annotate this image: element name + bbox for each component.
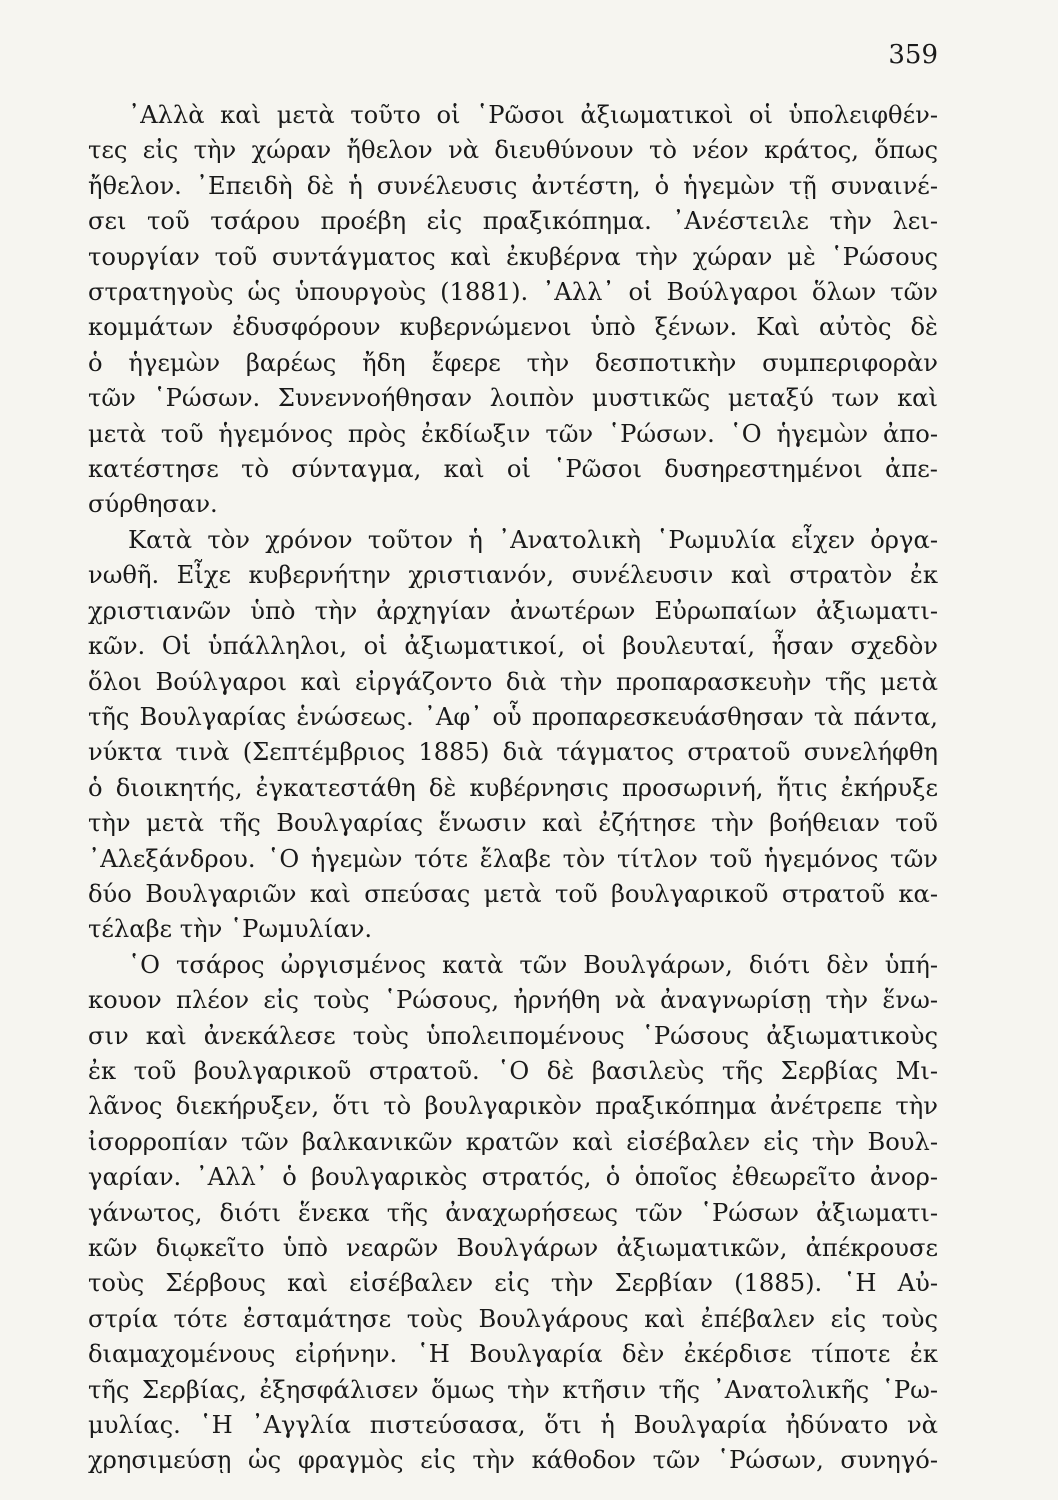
text-line: τέλαβε τὴν ῾Ρωμυλίαν. — [88, 915, 373, 944]
paragraph-2 — [88, 523, 938, 948]
text-line: μυλίας. ῾Η ᾿Αγγλία πιστεύσασα, ὅτι ἡ Βουλγαρία ἠδύνατο νὰ — [88, 1411, 938, 1440]
text-line: γαρίαν. ᾿Αλλ᾿ ὁ βουλγαρικὸς στρατός, ὁ ὁποῖος ἐθεωρεῖτο ἀνορ- — [88, 1163, 938, 1192]
text-line: στρία τότε ἐσταμάτησε τοὺς Βουλγάρους καὶ ἐπέβαλεν εἰς τοὺς — [88, 1304, 938, 1333]
text-line: νύκτα τινὰ (Σεπτέμβριος 1885) διὰ τάγματος στρατοῦ συνελήφθη — [88, 738, 938, 767]
text-line: ὁ ἡγεμὼν βαρέως ἤδη ἔφερε τὴν δεσποτικὴν συμπεριφορὰν — [88, 348, 938, 377]
text-line: ᾿Αλεξάνδρου. ῾Ο ἡγεμὼν τότε ἔλαβε τὸν τίτλον τοῦ ἡγεμόνος τῶν — [88, 844, 938, 873]
text-line: δύο Βουλγαριῶν καὶ σπεύσας μετὰ τοῦ βουλγαρικοῦ στρατοῦ κα- — [88, 879, 938, 908]
text-line: στρατηγοὺς ὡς ὑπουργοὺς (1881). ᾿Αλλ᾿ οἱ Βούλγαροι ὅλων τῶν — [88, 278, 938, 307]
text-line: κῶν. Οἱ ὑπάλληλοι, οἱ ἀξιωματικοί, οἱ βουλευταί, ἦσαν σχεδὸν — [88, 632, 938, 661]
body-text — [88, 98, 938, 1479]
paragraph-3 — [88, 948, 938, 1479]
text-line: κατέστησε τὸ σύνταγμα, καὶ οἱ ῾Ρῶσοι δυσηρεστημένοι ἀπε- — [88, 455, 938, 484]
text-line: ἰσορροπίαν τῶν βαλκανικῶν κρατῶν καὶ εἰσέβαλεν εἰς τὴν Βουλ- — [88, 1127, 938, 1156]
text-line: τοὺς Σέρβους καὶ εἰσέβαλεν εἰς τὴν Σερβίαν (1885). ῾Η Αὐ- — [88, 1269, 938, 1298]
text-line: λᾶνος διεκήρυξεν, ὅτι τὸ βουλγαρικὸν πραξικόπημα ἀνέτρεπε τὴν — [88, 1092, 938, 1121]
text-line: ὅλοι Βούλγαροι καὶ εἰργάζοντο διὰ τὴν προπαρασκευὴν τῆς μετὰ — [88, 667, 938, 696]
text-line: σύρθησαν. — [88, 490, 218, 519]
text-line: γάνωτος, διότι ἕνεκα τῆς ἀναχωρήσεως τῶν ῾Ρώσων ἀξιωματι- — [88, 1198, 938, 1227]
text-line: κῶν διῳκεῖτο ὑπὸ νεαρῶν Βουλγάρων ἀξιωματικῶν, ἀπέκρουσε — [88, 1234, 938, 1262]
text-line: ἐκ τοῦ βουλγαρικοῦ στρατοῦ. ῾Ο δὲ βασιλεὺς τῆς Σερβίας Μι- — [88, 1056, 938, 1085]
paragraph-1 — [88, 98, 938, 523]
text-line: τουργίαν τοῦ συντάγματος καὶ ἐκυβέρνα τὴν χώραν μὲ ῾Ρώσους — [88, 242, 938, 271]
text-line: κομμάτων ἐδυσφόρουν κυβερνώμενοι ὑπὸ ξένων. Καὶ αὐτὸς δὲ — [88, 313, 938, 342]
text-line: νωθῆ. Εἶχε κυβερνήτην χριστιανόν, συνέλευσιν καὶ στρατὸν ἐκ — [88, 561, 938, 590]
text-line: τὴν μετὰ τῆς Βουλγαρίας ἕνωσιν καὶ ἐζήτησε τὴν βοήθειαν τοῦ — [88, 809, 938, 838]
text-line: τες εἰς τὴν χώραν ἤθελον νὰ διευθύνουν τὸ νέον κράτος, ὅπως — [88, 136, 938, 165]
text-line: ἤθελον. ᾿Επειδὴ δὲ ἡ συνέλευσις ἀντέστη, ὁ ἡγεμὼν τῇ συναινέ- — [88, 171, 938, 200]
text-line: ὁ διοικητής, ἐγκατεστάθη δὲ κυβέρνησις προσωρινή, ἥτις ἐκήρυξε — [88, 773, 938, 802]
text-line: τῆς Βουλγαρίας ἑνώσεως. ᾿Αφ᾿ οὗ προπαρεσκευάσθησαν τὰ πάντα, — [88, 702, 938, 731]
text-line: μετὰ τοῦ ἡγεμόνος πρὸς ἐκδίωξιν τῶν ῾Ρώσων. ῾Ο ἡγεμὼν ἀπο- — [88, 419, 938, 448]
text-line: χρησιμεύσῃ ὡς φραγμὸς εἰς τὴν κάθοδον τῶν ῾Ρώσων, συνηγό- — [88, 1446, 938, 1475]
text-line: Κατὰ τὸν χρόνον τοῦτον ἡ ᾿Ανατολικὴ ῾Ρωμυλία εἶχεν ὀργα- — [128, 525, 938, 554]
text-line: σιν καὶ ἀνεκάλεσε τοὺς ὑπολειπομένους ῾Ρώσους ἀξιωματικοὺς — [88, 1021, 938, 1050]
text-line: ῾Ο τσάρος ὠργισμένος κατὰ τῶν Βουλγάρων, διότι δὲν ὑπή- — [128, 950, 938, 979]
text-line: κουον πλέον εἰς τοὺς ῾Ρώσους, ἠρνήθη νὰ ἀναγνωρίσῃ τὴν ἕνω- — [88, 986, 938, 1015]
text-line: χριστιανῶν ὑπὸ τὴν ἀρχηγίαν ἀνωτέρων Εὐρωπαίων ἀξιωματι- — [88, 596, 938, 625]
text-line: διαμαχομένους εἰρήνην. ῾Η Βουλγαρία δὲν ἐκέρδισε τίποτε ἐκ — [88, 1340, 938, 1369]
text-line: τῶν ῾Ρώσων. Συνεννοήθησαν λοιπὸν μυστικῶς μεταξύ των καὶ — [88, 384, 938, 413]
text-line: σει τοῦ τσάρου προέβη εἰς πραξικόπημα. ᾿Ανέστειλε τὴν λει- — [88, 207, 938, 236]
page-number: 359 — [888, 40, 938, 70]
text-line: τῆς Σερβίας, ἐξησφάλισεν ὅμως τὴν κτῆσιν τῆς ᾿Ανατολικῆς ῾Ρω- — [88, 1375, 938, 1404]
text-line: ᾿Αλλὰ καὶ μετὰ τοῦτο οἱ ῾Ρῶσοι ἀξιωματικοὶ οἱ ὑπολειφθέν- — [128, 101, 938, 129]
